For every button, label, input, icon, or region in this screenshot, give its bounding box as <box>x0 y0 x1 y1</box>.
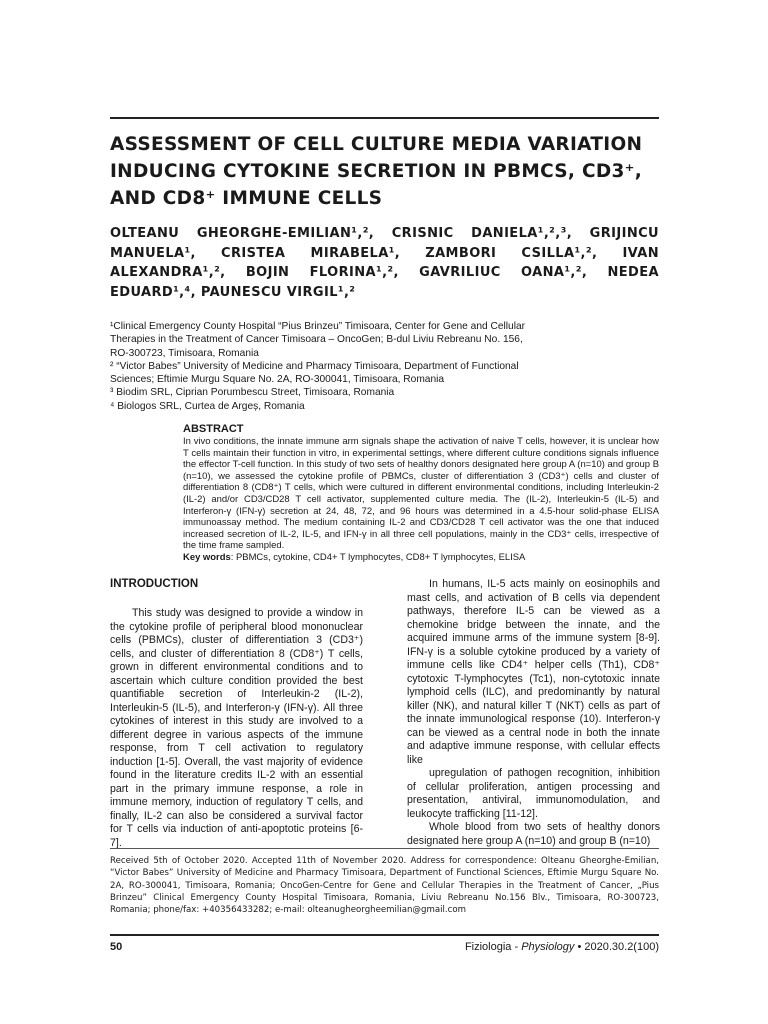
journal-issue: • 2020.30.2(100) <box>574 941 659 953</box>
journal-info <box>465 941 659 953</box>
abstract-text: In vivo conditions, the innate immune arm signals shape the activation of naive T cells, however, it is unclear how T cells maintain their function in vitro, in experimental settings, where different culture conditions signals influence the effector T-cell function. In this study of two sets of healthy donors designated here group A (n=10) and group B (n=10), we assessed the cytokine profile of PBMCs, cluster of differentiation 3 (CD3⁺) cells and cluster of differentiation 8 (CD8⁺) T cells, which were cultured in different environmental conditions, including Interleukin-2 (IL-2) and/or CD3/CD28 T cell activator, supplemented culture media. The (IL-2), Interleukin-5 (IL-5) and Interferon-γ (IFN-γ) secretion at 24, 48, 72, and 96 hours was determined in a 4.5-hour solid-phase ELISA immunoassay method. The medium containing IL-2 and CD3/CD28 T cell activator was the one that induced increased secretion of IL-2, IL-5, and IFN-γ in all three cell populations, mainly in the CD3⁺ cells, irrespective of the time frame sampled. <box>183 436 659 552</box>
footnote-rule <box>110 848 659 849</box>
paragraph: In humans, IL-5 acts mainly on eosinophils and mast cells, and activation of B cells via dependent pathways, therefore IL-5 can be viewed as a chemokine bridge between the innate, and the acquired immune arms of the immune system [8-9]. IFN-γ is a soluble cytokine produced by a variety of immune cells like CD4⁺ helper cells (Th1), CD8⁺ cytotoxic T-lymphocytes (Tc1), non-cytotoxic innate lymphoid cells (ILC), and predominantly by natural killer (NK), and natural killer T (NKT) cells as part of the innate immunological response (10). Interferon-γ can be viewed as a central node in both the innate and adaptive immune response, with cellular effects like <box>407 578 660 766</box>
section-heading-introduction: INTRODUCTION <box>110 578 199 590</box>
affiliation-3: ³ Biodim SRL, Ciprian Porumbescu Street, Timisoara, Romania <box>110 387 395 399</box>
journal-name-italic: Physiology <box>521 941 575 953</box>
author-list <box>110 224 659 302</box>
top-rule <box>110 117 659 119</box>
author-line: MANUELA¹, CRISTEA MIRABELA¹, ZAMBORI CSILLA¹,², IVAN <box>110 245 659 261</box>
column-right <box>407 578 660 848</box>
author-line: ALEXANDRA¹,², BOJIN FLORINA¹,², GAVRILIUC OANA¹,², NEDEA <box>110 265 659 280</box>
page-number: 50 <box>110 941 123 953</box>
paragraph: This study was designed to provide a window in the cytokine profile of peripheral blood mononuclear cells (PBMCs), cluster of differentiation 3 (CD3⁺) cells, and cluster of differentiation 8 (CD8⁺) T cells, grown in different environmental conditions and to ascertain which culture condition provided the best quantifiable secretion of Interleukin-2 (IL-2), Interleukin-5 (IL-5), and Interferon-γ (IFN-γ). All three cytokines of interest in this study are involved to a different degree in various aspects of the immune response, from T cell activation to regulatory induction [1-5]. Overall, the vast majority of evidence found in the literature credits IL-2 with an essential part in the primary immune response, a role in immune memory, induction of regulatory T cells, and finally, IL-2 can also be considered a survival factor for T cells via induction of anti-apoptotic proteins [6-7]. <box>110 607 363 849</box>
affiliation-2: ² “Victor Babes” University of Medicine and Pharmacy Timisoara, Department of Functional Sciences; Eftimie Murgu Square No. 2A, RO-300041, Timisoara, Romania <box>110 360 519 386</box>
paragraph: upregulation of pathogen recognition, inhibition of cellular proliferation, antigen processing and presentation, antiviral, immunomodulation, and leukocyte trafficking [11-12]. <box>407 767 660 820</box>
keywords: : PBMCs, cytokine, CD4+ T lymphocytes, CD8+ T lymphocytes, ELISA <box>230 551 526 563</box>
paragraph: Whole blood from two sets of healthy donors designated here group A (n=10) and group B (n=10) <box>407 821 660 847</box>
column-left <box>110 578 363 850</box>
journal-name: Fiziologia - <box>464 941 522 953</box>
author-line: EDUARD¹,⁴, PAUNESCU VIRGIL¹,² <box>110 284 356 300</box>
bottom-rule <box>110 934 659 936</box>
correspondence-footnote: Received 5th of October 2020. Accepted 11th of November 2020. Address for correspondence: Olteanu Gheorghe-Emilian, “Victor Babes” University of Medicine and Pharmacy Timisoara, Department of Functional Sciences, Eftimie Murgu Square No. 2A, RO-300041, Timisoara, Romania; OncoGen-Centre for Gene and Cellular Therapies in the Treatment of Cancer, „Pius Brinzeu” Clinical Emergency County Hospital Timisoara, Romania, Liviu Rebreanu No.156 Blv., Timisoara, RO-300723, Romania; phone/fax: +40356433282; e-mail: olteanugheorgheemilian@gmail.com <box>110 856 659 916</box>
keywords-label: Key words <box>183 551 231 563</box>
article-title: ASSESSMENT OF CELL CULTURE MEDIA VARIATION INDUCING CYTOKINE SECRETION IN PBMCS, CD3⁺, AND CD8⁺ IMMUNE CELLS <box>110 134 643 209</box>
affiliation-4: ⁴ Biologos SRL, Curtea de Argeș, Romania <box>110 400 305 412</box>
author-line: OLTEANU GHEORGHE-EMILIAN¹,², CRISNIC DANIELA¹,²,³, GRIJINCU <box>110 226 659 241</box>
affiliations <box>110 320 530 413</box>
abstract-heading: ABSTRACT <box>183 423 244 435</box>
affiliation-1: ¹Clinical Emergency County Hospital “Pius Brinzeu” Timisoara, Center for Gene and Cellular Therapies in the Treatment of Cancer Timisoara – OncoGen; B-dul Liviu Rebreanu No. 156, RO-300723, Timisoara, Romania <box>110 321 526 359</box>
abstract-body <box>183 436 659 564</box>
